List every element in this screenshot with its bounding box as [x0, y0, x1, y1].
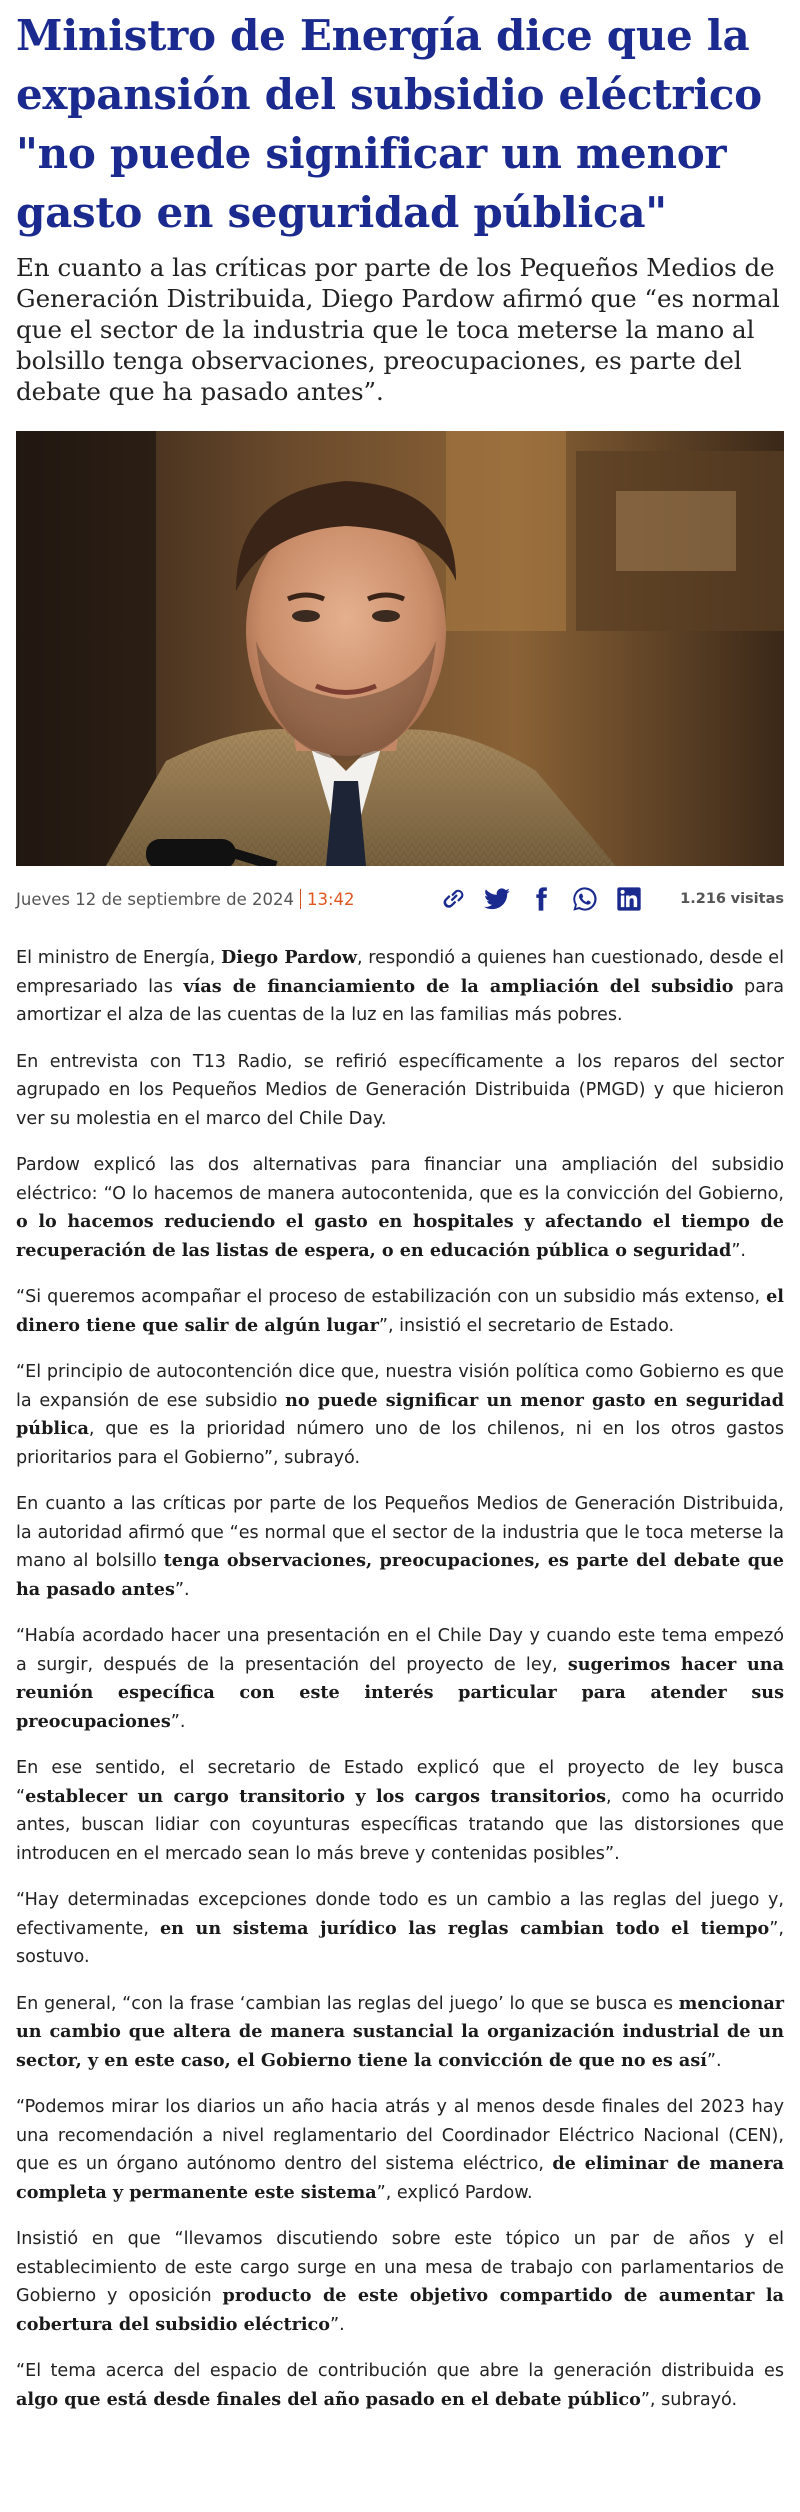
text-run: ”, sostuvo.: [16, 1918, 784, 1967]
text-run: “Había acordado hacer una presentación en el Chile Day y cuando este tema empezó a surgir, después de la presentación del proyecto de ley,: [16, 1626, 784, 1675]
text-run: Insistió en que “llevamos discutiendo sobre este tópico un par de años y el establecimiento de este cargo surge en una mesa de trabajo con parlamentarios de Gobierno y oposición: [16, 2229, 784, 2306]
bold-text: en un sistema jurídico las reglas cambian todo el tiempo: [159, 1917, 770, 1939]
body-paragraph: [16, 2225, 784, 2339]
text-run: , respondió a quienes han cuestionado, desde el empresariado las: [16, 948, 784, 997]
whatsapp-icon[interactable]: [570, 884, 600, 914]
body-paragraph: [16, 944, 784, 1030]
text-run: , que es la prioridad número uno de los chilenos, ni en los otros gastos prioritarios para el Gobierno”, subrayó.: [16, 1419, 784, 1468]
text-run: ”, insistió el secretario de Estado.: [378, 1315, 675, 1336]
text-run: “Podemos mirar los diarios un año hacia atrás y al menos desde finales del 2023 hay una recomendación a nivel reglamentario del Coordinador Eléctrico Nacional (CEN), que es un órgano autónomo dentro del sistema eléctrico,: [16, 2097, 784, 2174]
bold-text: vías de financiamiento de la ampliación del subsidio: [183, 975, 734, 997]
body-paragraph: [16, 1283, 784, 1340]
text-run: ”.: [170, 1711, 186, 1732]
text-run: para amortizar el alza de las cuentas de la luz en las familias más pobres.: [16, 976, 785, 1025]
article-body: [16, 944, 784, 2414]
twitter-icon[interactable]: [482, 884, 512, 914]
bold-text: producto de este objetivo compartido de aumentar la cobertura del subsidio eléctrico: [16, 2285, 784, 2335]
bold-text: algo que está desde finales del año pasado en el debate público: [16, 2388, 641, 2410]
text-run: “El tema acerca del espacio de contribución que abre la generación distribuida es: [16, 2361, 784, 2381]
body-paragraph: [16, 1622, 784, 1736]
body-paragraph: [16, 1151, 784, 1265]
text-run: ”, subrayó.: [640, 2389, 738, 2410]
link-icon[interactable]: [438, 884, 468, 914]
text-run: El ministro de Energía,: [16, 948, 221, 968]
visit-label: visitas: [730, 891, 784, 907]
body-paragraph: [16, 1358, 784, 1472]
bold-text: mencionar un cambio que altera de manera sustancial la organización industrial de un sector, y en este caso, el Gobierno tiene la convicción de que no es así: [16, 1992, 784, 2071]
text-run: En cuanto a las críticas por parte de los Pequeños Medios de Generación Distribuida, la autoridad afirmó que “es normal que el sector de la industria que le toca meterse la mano al bolsillo: [16, 1494, 784, 1571]
lead-paragraph: En cuanto a las críticas por parte de los Pequeños Medios de Generación Distribuida, Diego Pardow afirmó que “es normal que el sector de la industria que le toca meterse la mano al bolsillo tenga observaciones, preocupaciones, es parte del debate que ha pasado antes”.: [16, 253, 780, 406]
text-run: Pardow explicó las dos alternativas para financiar una ampliación del subsidio eléctrico: “O lo hacemos de manera autocontenida, que es la convicción del Gobierno,: [16, 1155, 784, 1204]
text-run: “El principio de autocontención dice que, nuestra visión política como Gobierno es que la expansión de ese subsidio: [16, 1362, 784, 1411]
body-paragraph: [16, 2357, 784, 2414]
text-run: ”.: [329, 2314, 345, 2335]
visit-count: 1.216: [680, 891, 727, 907]
bold-text: o lo hacemos reduciendo el gasto en hospitales y afectando el tiempo de recuperación de las listas de espera, o en educación pública o seguridad: [16, 1211, 784, 1261]
text-run: ”.: [174, 1579, 190, 1600]
text-run: “Hay determinadas excepciones donde todo es un cambio a las reglas del juego y, efectivamente,: [16, 1890, 784, 1939]
bold-text: de eliminar de manera completa y permanente este sistema: [16, 2153, 784, 2203]
bold-text: Diego Pardow: [221, 947, 358, 968]
text-run: , como ha ocurrido antes, buscan lidiar con coyunturas específicas tratando que las distorsiones que introducen en el mercado sean lo más breve y contenidas posibles”.: [16, 1786, 784, 1864]
body-paragraph: [16, 1886, 784, 1972]
body-paragraph: [16, 1490, 784, 1604]
bold-text: no puede significar un menor gasto en seguridad pública: [16, 1389, 785, 1439]
text-run: ”, explicó Pardow.: [376, 2182, 533, 2203]
linkedin-icon[interactable]: [614, 884, 644, 914]
bold-text: el dinero tiene que salir de algún lugar: [16, 1286, 784, 1336]
body-paragraph: [16, 1048, 784, 1134]
photo-illustration: [16, 431, 784, 866]
text-run: En general, “con la frase ‘cambian las reglas del juego’ lo que se busca es: [16, 1993, 679, 2014]
body-paragraph: [16, 1990, 784, 2076]
article-photo: [16, 431, 784, 866]
text-run: “Si queremos acompañar el proceso de estabilización con un subsidio más extenso,: [16, 1287, 767, 1307]
headline: Ministro de Energía dice que la expansión del subsidio eléctrico "no puede significar un menor gasto en seguridad pública": [16, 11, 762, 237]
meta-bar: [16, 880, 784, 918]
share-bar: [438, 884, 784, 914]
text-run: En entrevista con T13 Radio, se refirió específicamente a los reparos del sector agrupado en los Pequeños Medios de Generación Distribuida (PMGD) y que hicieron ver su molestia en el marco del Chile Day.: [16, 1051, 784, 1129]
body-paragraph: [16, 2093, 784, 2207]
visit-counter: [680, 891, 784, 907]
text-run: ”.: [706, 2050, 722, 2071]
facebook-icon[interactable]: [526, 884, 556, 914]
publish-time: 13:42: [307, 889, 355, 909]
meta-divider: [300, 889, 301, 909]
body-paragraph: [16, 1754, 784, 1868]
text-run: ”.: [731, 1240, 747, 1261]
bold-text: sugerimos hacer una reunión específica con este interés particular para atender sus preocupaciones: [16, 1653, 784, 1732]
publish-date: Jueves 12 de septiembre de 2024: [16, 889, 294, 909]
bold-text: tenga observaciones, preocupaciones, es parte del debate que ha pasado antes: [16, 1550, 785, 1600]
text-run: En ese sentido, el secretario de Estado explicó que el proyecto de ley busca “: [16, 1758, 784, 1807]
bold-text: establecer un cargo transitorio y los cargos transitorios: [25, 1785, 607, 1807]
